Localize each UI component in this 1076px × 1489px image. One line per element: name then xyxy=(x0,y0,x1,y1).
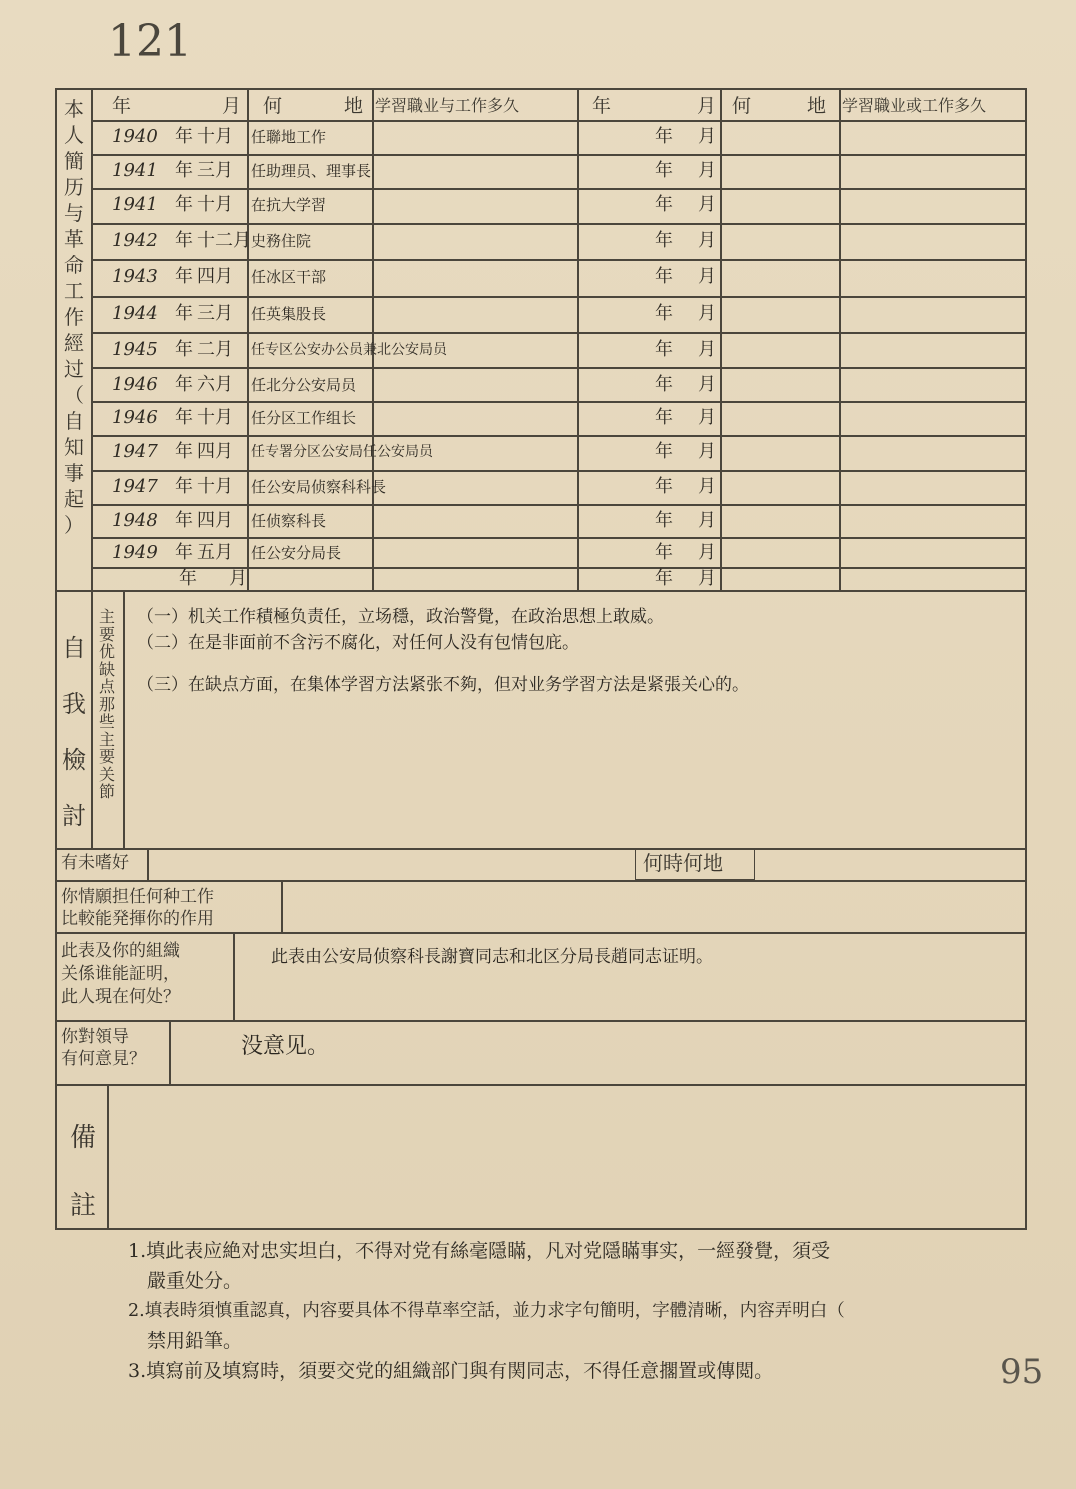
self-sub-label: 主 要 优 缺 点 那 些 主 要 关 節 xyxy=(98,607,115,801)
right-year-12: 年 xyxy=(655,510,673,531)
right-year-14: 年 xyxy=(655,568,673,589)
diseases-label: 有未嗜好 xyxy=(61,853,129,873)
right-month-5: 月 xyxy=(698,266,716,287)
self-line-3: （三）在缺点方面，在集体学習方法紧张不夠，但对业务学習方法是紧張关心的。 xyxy=(137,675,749,695)
right-month-12: 月 xyxy=(698,510,716,531)
note-line: 禁用鉛筆。 xyxy=(128,1330,243,1352)
proof-label-3: 此人現在何处？ xyxy=(61,987,180,1007)
right-year-3: 年 xyxy=(655,194,673,215)
right-year-2: 年 xyxy=(655,160,673,181)
remarks-vertical-title: 備 註 xyxy=(69,1123,96,1221)
opinion-label-1: 你對領导 xyxy=(61,1027,129,1047)
header-year-right: 年 xyxy=(592,95,612,117)
right-month-7: 月 xyxy=(698,339,716,360)
right-year-1: 年 xyxy=(655,126,673,147)
page-number: 121 xyxy=(108,16,192,67)
right-month-14: 月 xyxy=(698,568,716,589)
right-month-6: 月 xyxy=(698,303,716,324)
right-month-13: 月 xyxy=(698,542,716,563)
proof-value: 此表由公安局侦察科長謝寶同志和北区分局長趙同志证明。 xyxy=(271,947,713,967)
right-month-4: 月 xyxy=(698,230,716,251)
right-year-10: 年 xyxy=(655,441,673,462)
header-month-left: 月 xyxy=(222,95,242,117)
history-vertical-title: 本 人 簡 历 与 革 命 工 作 經 过 （ 自 知 事 起 ） xyxy=(64,97,84,537)
right-month-3: 月 xyxy=(698,194,716,215)
right-month-8: 月 xyxy=(698,374,716,395)
header-place-left: 何 xyxy=(263,95,283,117)
page-number-bottom: 95 xyxy=(1000,1352,1044,1392)
proof-label-2: 关係谁能証明， xyxy=(61,964,180,984)
right-month-10: 月 xyxy=(698,441,716,462)
header-month-right: 月 xyxy=(697,95,717,117)
right-year-5: 年 xyxy=(655,266,673,287)
header-year-left: 年 xyxy=(112,95,132,117)
right-year-9: 年 xyxy=(655,407,673,428)
header-place-right: 何 xyxy=(732,95,752,117)
right-month-1: 月 xyxy=(698,126,716,147)
right-year-13: 年 xyxy=(655,542,673,563)
when-where-label: 何時何地 xyxy=(643,851,723,875)
opinion-value: 没意见。 xyxy=(241,1034,330,1059)
proof-label-1: 此表及你的組織 xyxy=(61,941,180,961)
opinion-label-2: 有何意見？ xyxy=(61,1049,146,1069)
self-line-2: （二）在是非面前不含污不腐化，对任何人没有包情包庇。 xyxy=(137,633,579,653)
header-place2-right: 地 xyxy=(807,95,827,117)
right-year-4: 年 xyxy=(655,230,673,251)
right-year-6: 年 xyxy=(655,303,673,324)
note-line: 2.填表時須慎重認真，内容要具体不得草率空話，並力求字句簡明，字體清晰，内容弄明白（ xyxy=(128,1301,845,1321)
header-place2-left: 地 xyxy=(344,95,364,117)
right-year-7: 年 xyxy=(655,339,673,360)
note-line: 3.填寫前及填寫時，須要交党的組織部门與有関同志，不得任意擱置或傳閲。 xyxy=(128,1360,774,1382)
note-line: 1.填此表应絶对忠实坦白，不得对党有絲毫隱瞞，凡对党隱瞞事实，一經發覺，須受 xyxy=(128,1240,831,1262)
header-work-left: 学習職业与工作多久 xyxy=(375,96,520,115)
self-vertical-title: 自 我 檢 討 xyxy=(62,634,86,830)
form-sheet: 本 人 簡 历 与 革 命 工 作 經 过 （ 自 知 事 起 ） 年 月 何 地 学習職业与工作多久 年 月 何 地 学習職业或工作多久 1940 年 十月 任聯地工作 1941 年 三月 任助理员、理事長 1941 年 十月 在抗大学習 1942 年 十二月 史務住院 1943 年 四月 任冰区干部 1944 年 三月 任英集股長 1945 年 二月 任专区公安办公员兼北公安局员 1946 年 六月 任北分公安局员 1946 年 十月 任分区工作组长 1947 年 四月 任专署分区公安局任公安局员 1947 年 十月 任公安局侦察科科長 1948 年 四月 任侦察科長 1949 年 五月 任公安分局長 年 月 年 月 年 月 年 月 年 月 年 月 年 月 年 月 年 月 年 月 年 月 年 月 年 月 年 月 年 月 自 我 檢 討 主 要 优 缺 点 那 些 主 要 关 節 （一）机关工作積極负责任，立场穩，政治警覺，在政治思想上敢威。 （二）在是非面前不含污不腐化，对任何人没有包情包庇。 （三）在缺点方面，在集体学習方法紧张不夠，但对业务学習方法是紧張关心的。 有未嗜好 何時何地 你情願担任何种工作 比較能発揮你的作用 此表及你的組織 关係谁能証明， 此人現在何处？ 此表由公安局侦察科長謝寶同志和北区分局長趙同志证明。 你對領导 有何意見？ 没意见。 備 註 xyxy=(55,88,1027,1230)
note-line: 嚴重处分。 xyxy=(128,1270,243,1292)
right-year-8: 年 xyxy=(655,374,673,395)
work-label-2: 比較能発揮你的作用 xyxy=(61,909,214,929)
right-year-11: 年 xyxy=(655,476,673,497)
instructions xyxy=(128,1236,1028,1386)
self-line-1: （一）机关工作積極负责任，立场穩，政治警覺，在政治思想上敢威。 xyxy=(137,607,664,627)
work-label-1: 你情願担任何种工作 xyxy=(61,887,214,907)
right-month-11: 月 xyxy=(698,476,716,497)
right-month-2: 月 xyxy=(698,160,716,181)
header-work-right: 学習職业或工作多久 xyxy=(842,96,987,115)
right-month-9: 月 xyxy=(698,407,716,428)
